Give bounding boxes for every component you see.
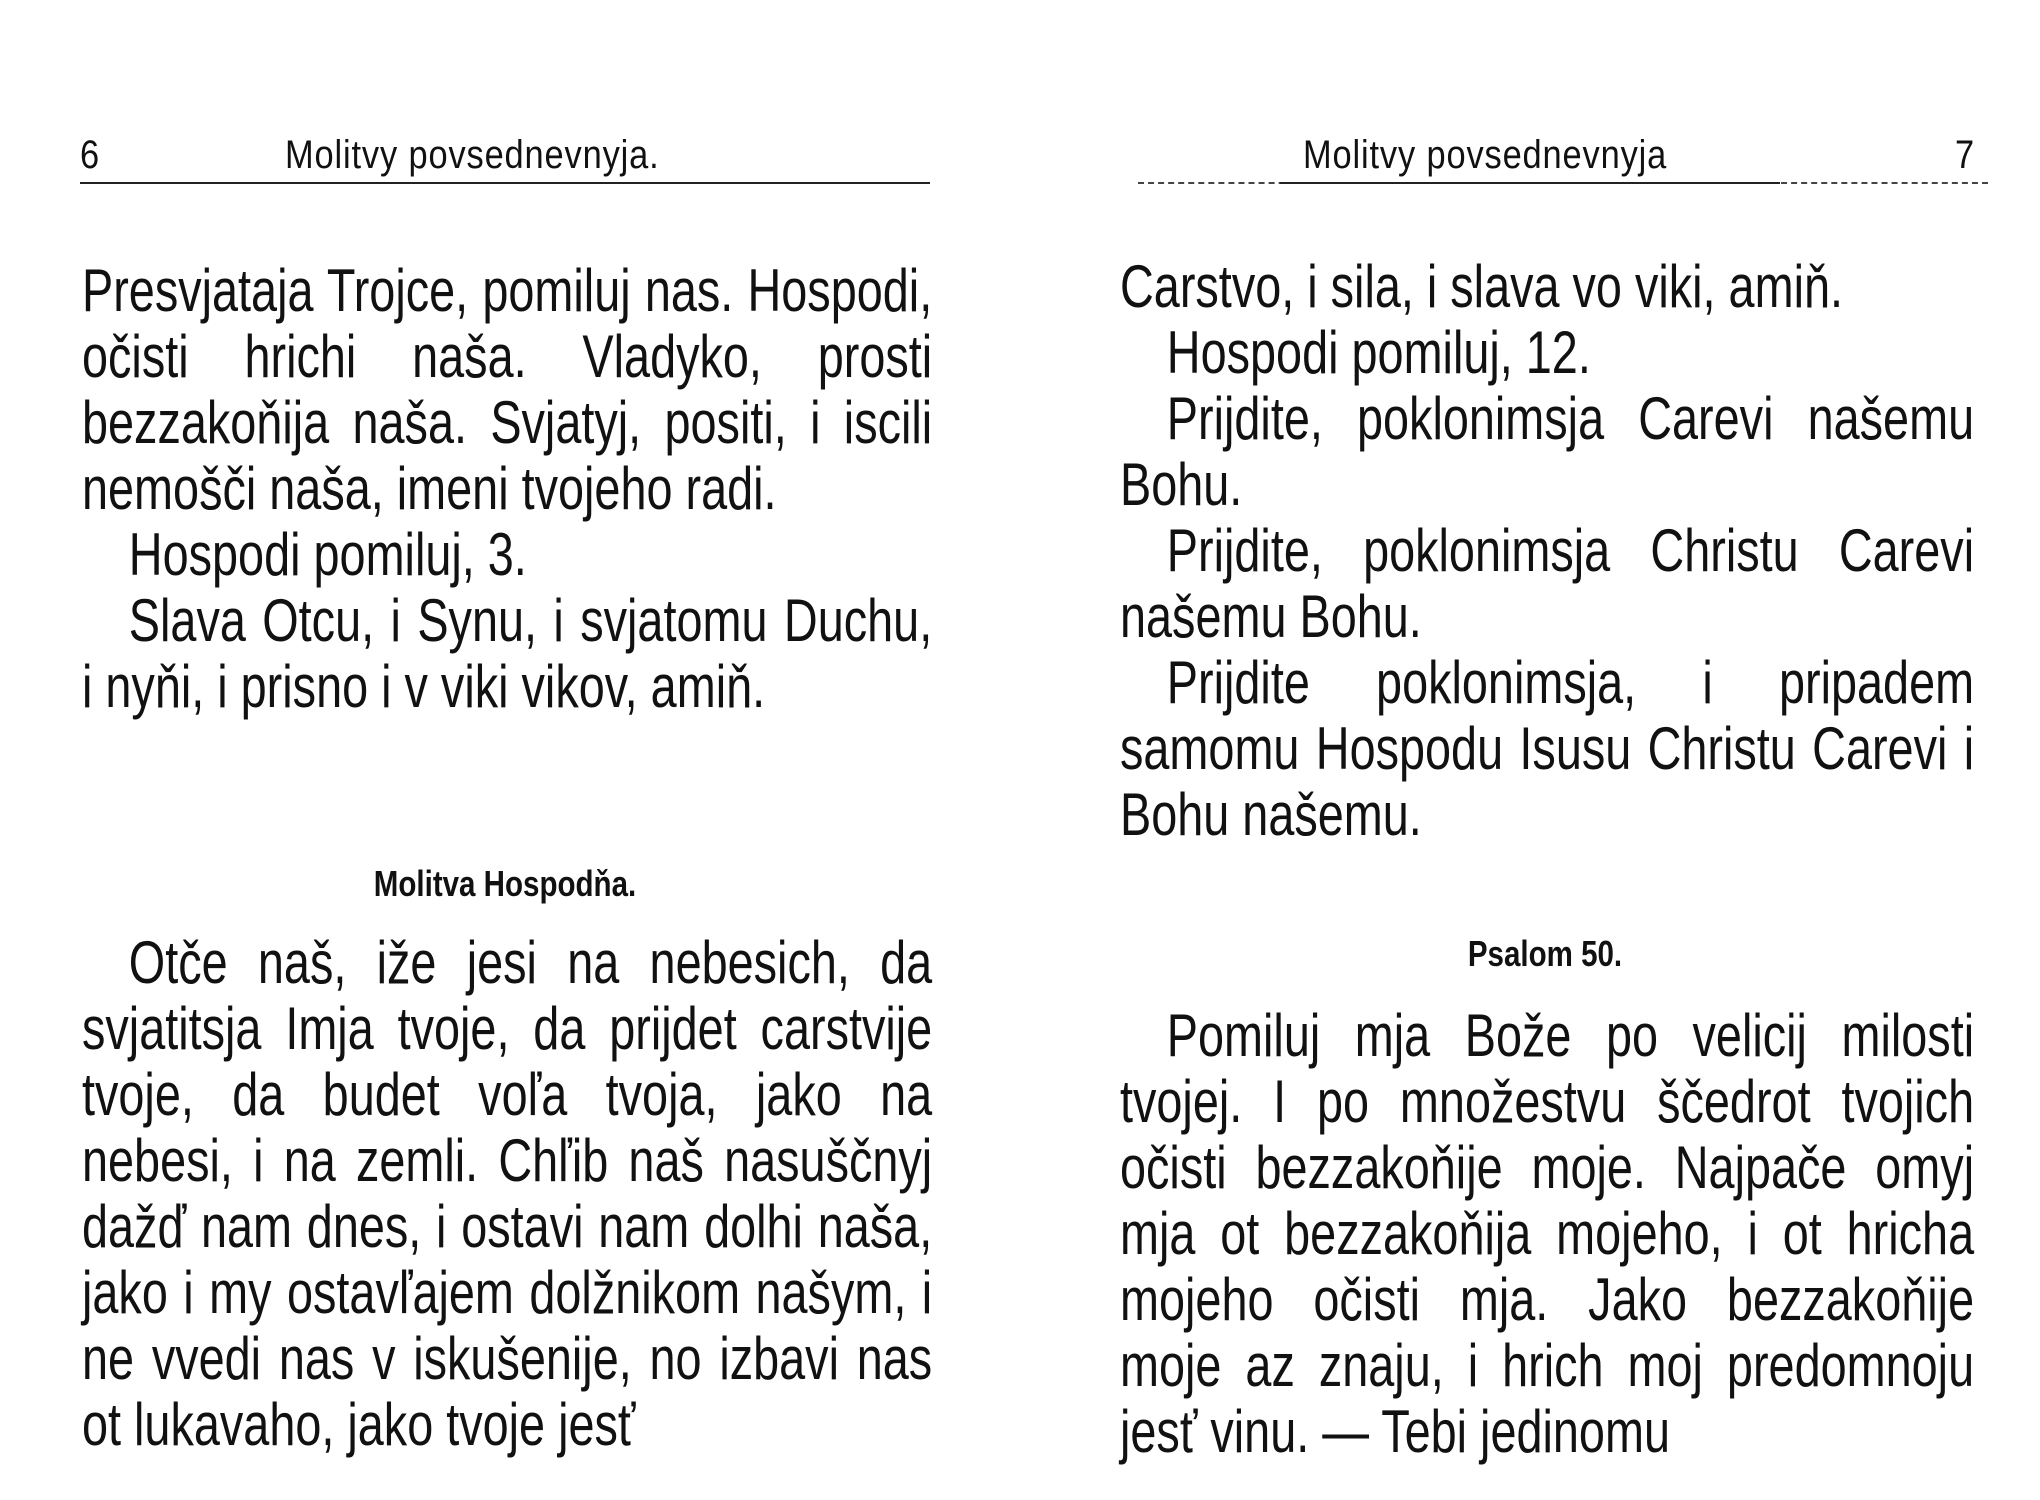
paragraph: Prijdite, poklonimsja Christu Carevi našemu Bohu.	[1120, 517, 1975, 650]
paragraph: Otče naš, iže jesi na nebesich, da svjatitsja Imja tvoje, da prijdet carstvije tvoje, da budet voľa tvoja, jako na nebesi, i na zemli. Chľib naš nasuščnyj dažď nam dnes, i ostavi nam dolhi naša, jako i my ostavľajem dolžnikom našym, i ne vvedi nas v iskušenije, no izbavi nas ot lukavaho, jako tvoje jesť	[82, 929, 933, 1458]
page-number: 7	[1955, 133, 1975, 177]
paragraph: Hospodi pomiluj, 3.	[128, 521, 527, 588]
paragraph: Slava Otcu, i Synu, i svjatomu Duchu, i nyňi, i prisno i v viki vikov, amiň.	[82, 587, 933, 720]
header-rule	[1280, 182, 1780, 184]
page-number: 6	[80, 133, 100, 177]
paragraph: Presvjataja Trojce, pomiluj nas. Hospodi, očisti hrichi naša. Vladyko, prosti bezzakoňija naša. Svjatyj, positi, i iscili nemošči naša, imeni tvojeho radi.	[82, 257, 933, 522]
paragraph: Carstvo, i sila, i slava vo viki, amiň.	[1120, 253, 1844, 320]
text-block-lords-prayer	[82, 930, 932, 1458]
paragraph: Prijdite, poklonimsja Carevi našemu Bohu.	[1120, 385, 1975, 518]
text-block-psalm	[1120, 1003, 1974, 1465]
text-block-prayers	[82, 258, 932, 720]
header-rule	[80, 182, 930, 184]
paragraph: Hospodi pomiluj, 12.	[1166, 319, 1591, 386]
running-title: Molitvy povsednevnyja	[1303, 133, 1668, 177]
right-page	[1020, 0, 2040, 1500]
section-heading: Molitva Hospodňa.	[373, 863, 637, 904]
running-title: Molitvy povsednevnyja.	[285, 133, 660, 177]
paragraph: Prijdite poklonimsja, i pripadem samomu Hospodu Isusu Christu Carevi i Bohu našemu.	[1120, 649, 1975, 848]
text-block-prayers	[1120, 254, 1974, 848]
paragraph: Pomiluj mja Bože po velicij milosti tvojej. I po množestvu ščedrot tvojich očisti bezzakoňije moje. Najpače omyj mja ot bezzakoňija mojeho, i ot hricha mojeho očisti mja. Jako bezzakoňije moje az znaju, i hrich moj predomnoju jesť vinu. — Tebi jedinomu	[1120, 1002, 1975, 1465]
section-heading: Psalom 50.	[1467, 933, 1623, 974]
